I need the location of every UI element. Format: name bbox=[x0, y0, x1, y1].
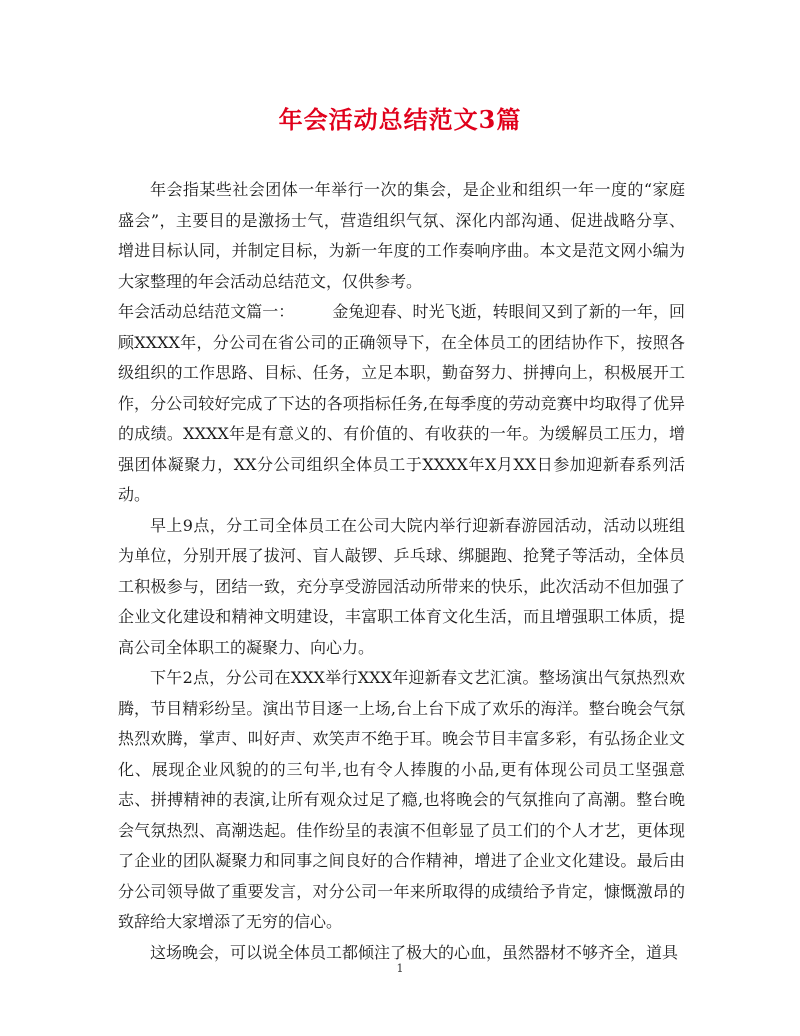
document-body bbox=[118, 175, 685, 968]
section-first-text: 金兔迎春、时光飞逝，转眼间又到了新的一年，回顾XXXX年，分公司在省公司的正确领导下，在全体员工的团结协作下，按照各级组织的工作思路、目标、任务，立足本职，勤奋努力、拼搏向上，积极展开工作，分公司较好完成了下达的各项指标任务,在每季度的劳动竞赛中均取得了优异的成绩。XXXX年是有意义的、有价值的、有收获的一年。为缓解员工压力，增强团体凝聚力，XX分公司组织全体员工于XXXX年X月XX日参加迎新春系列活动。 bbox=[118, 302, 685, 504]
intro-paragraph: 年会指某些社会团体一年举行一次的集会，是企业和组织一年一度的“家庭盛会”，主要目的是激扬士气，营造组织气氛、深化内部沟通、促进战略分享、增进目标认同，并制定目标，为新一年度的工作奏响序曲。本文是范文网小编为大家整理的年会活动总结范文，仅供参考。 bbox=[118, 180, 685, 291]
document-title: 年会活动总结范文3篇 bbox=[278, 105, 522, 134]
page-number: 1 bbox=[396, 962, 404, 975]
section-label: 年会活动总结范文篇一： bbox=[118, 302, 295, 321]
paragraph-morning: 早上9点，分工司全体员工在公司大院内举行迎新春游园活动，活动以班组为单位，分别开展了拔河、盲人敲锣、乒乓球、绑腿跑、抢凳子等活动，全体员工积极参与，团结一致，充分享受游园活动所带来的快乐，此次活动不但加强了企业文化建设和精神文明建设，丰富职工体育文化生活，而且增强职工体质，提高公司全体职工的凝聚力、向心力。 bbox=[118, 515, 685, 657]
paragraph-afternoon: 下午2点，分公司在XXX举行XXX年迎新春文艺汇演。整场演出气氛热烈欢腾，节目精彩纷呈。演出节目逐一上场,台上台下成了欢乐的海洋。整台晚会气氛热烈欢腾，掌声、叫好声、欢笑声不绝于耳。晚会节目丰富多彩，有弘扬企业文化、展现企业风貌的的三句半,也有令人捧腹的小品,更有体现公司员工坚强意志、拼搏精神的表演,让所有观众过足了瘾,也将晚会的气氛推向了高潮。整台晚会气氛热烈、高潮迭起。佳作纷呈的表演不但彰显了员工们的个人才艺，更体现了企业的团队凝聚力和同事之间良好的合作精神，增进了企业文化建设。最后由分公司领导做了重要发言，对分公司一年来所取得的成绩给予肯定，慷慨激昂的致辞给大家增添了无穷的信心。 bbox=[118, 668, 685, 931]
paragraph-evening: 这场晚会，可以说全体员工都倾注了极大的心血，虽然器材不够齐全，道具 bbox=[150, 942, 679, 962]
section-one-paragraph bbox=[118, 297, 685, 511]
